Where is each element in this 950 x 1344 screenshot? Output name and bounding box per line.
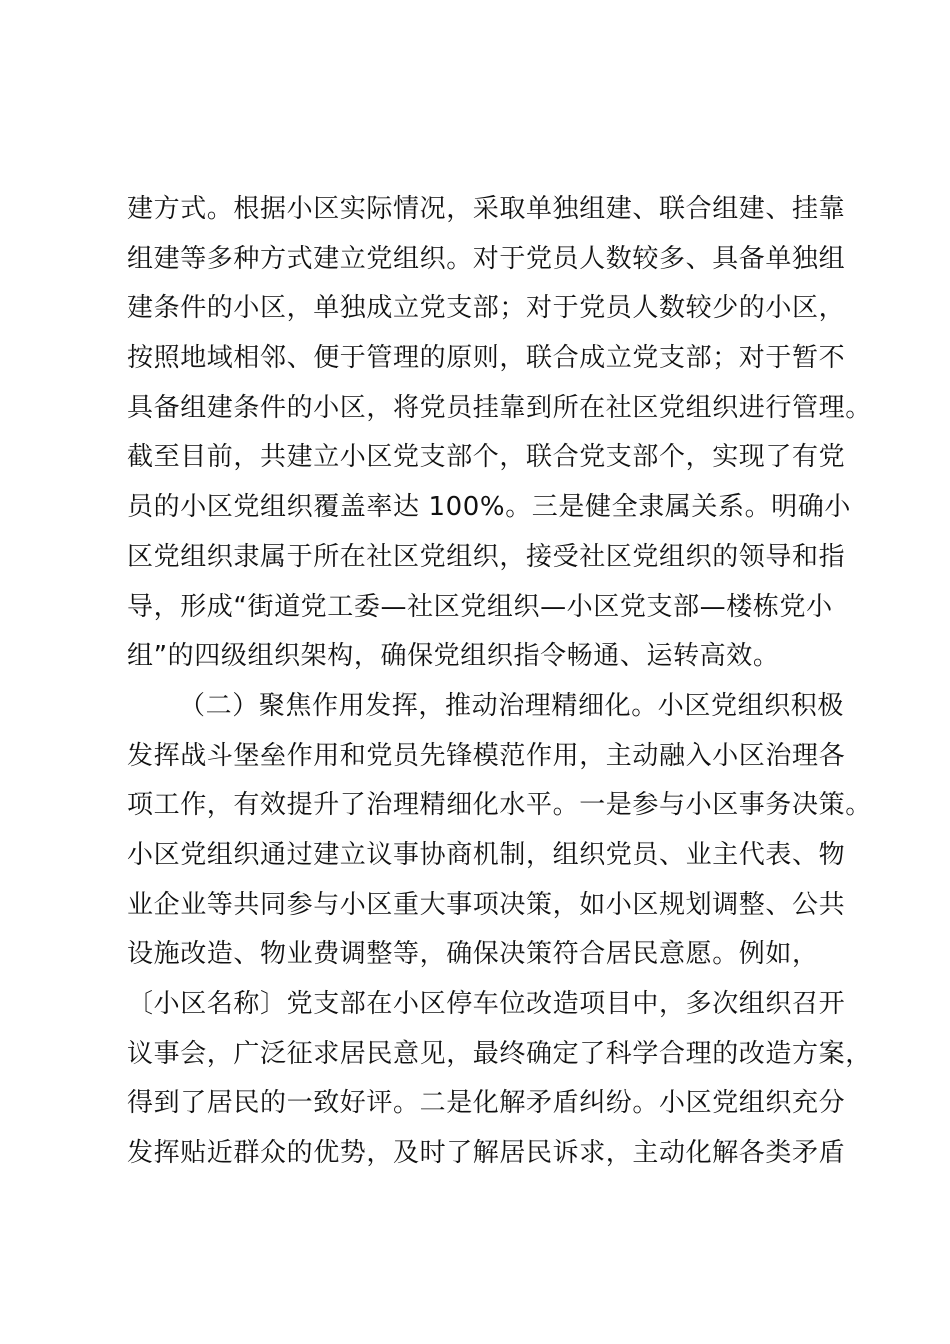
text-line-8: 区党组织隶属于所在社区党组织，接受社区党组织的领导和指 — [127, 541, 846, 572]
text-line-9: 导，形成“街道党工委—社区党组织—小区党支部—楼栋党小 — [127, 591, 833, 622]
body-text — [127, 185, 872, 1179]
text-line-4: 按照地域相邻、便于管理的原则，联合成立党支部；对于暂不 — [127, 343, 846, 374]
text-line-5: 具备组建条件的小区，将党员挂靠到所在社区党组织进行管理。 — [127, 392, 872, 423]
text-line-20: 发挥贴近群众的优势，及时了解居民诉求，主动化解各类矛盾 — [127, 1138, 846, 1169]
text-line-16: 设施改造、物业费调整等，确保决策符合居民意愿。例如， — [127, 939, 819, 970]
text-line-2: 组建等多种方式建立党组织。对于党员人数较多、具备单独组 — [127, 243, 846, 274]
text-line-10: 组”的四级组织架构，确保党组织指令畅通、运转高效。 — [127, 641, 780, 672]
text-line-15: 业企业等共同参与小区重大事项决策，如小区规划调整、公共 — [127, 889, 846, 920]
text-line-14: 小区党组织通过建立议事协商机制，组织党员、业主代表、物 — [127, 839, 846, 870]
section-heading-line: （二）聚焦作用发挥，推动治理精细化。小区党组织积极 — [179, 690, 845, 721]
text-line-1: 建方式。根据小区实际情况，采取单独组建、联合组建、挂靠 — [127, 194, 846, 224]
text-line-17: 〔小区名称〕党支部在小区停车位改造项目中，多次组织召开 — [127, 989, 846, 1019]
text-line-3: 建条件的小区，单独成立党支部；对于党员人数较少的小区， — [127, 293, 846, 324]
text-line-7: 员的小区党组织覆盖率达 100%。三是健全隶属关系。明确小 — [127, 492, 851, 523]
text-line-18: 议事会，广泛征求居民意见，最终确定了科学合理的改造方案， — [127, 1038, 872, 1069]
text-line-6: 截至目前，共建立小区党支部个，联合党支部个，实现了有党 — [127, 442, 846, 473]
text-line-13: 项工作，有效提升了治理精细化水平。一是参与小区事务决策。 — [127, 790, 872, 821]
text-line-12: 发挥战斗堡垒作用和党员先锋模范作用，主动融入小区治理各 — [127, 740, 846, 771]
text-line-19: 得到了居民的一致好评。二是化解矛盾纠纷。小区党组织充分 — [127, 1088, 846, 1119]
